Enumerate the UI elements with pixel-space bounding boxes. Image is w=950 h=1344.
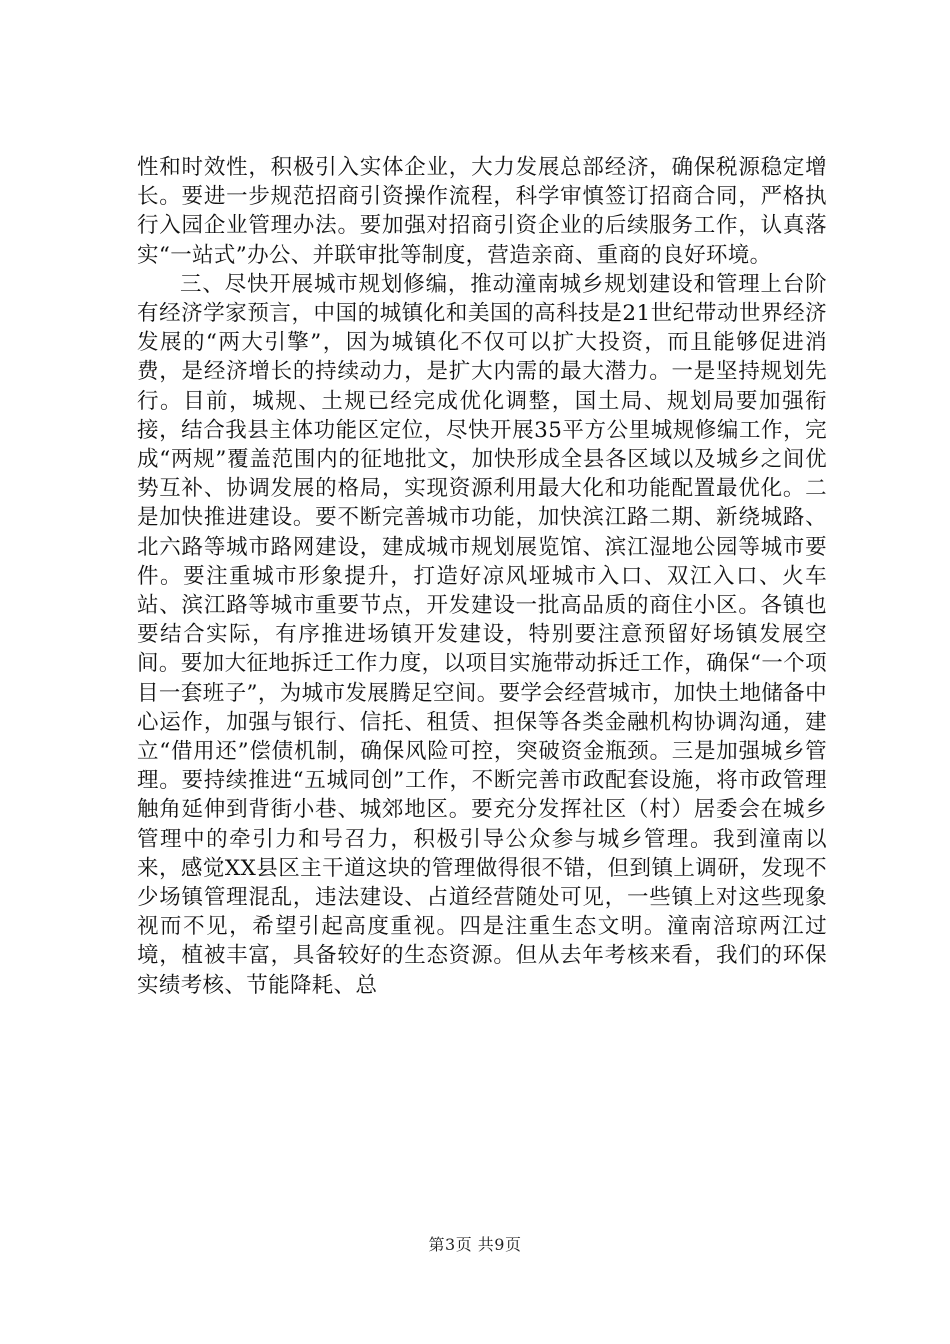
body-text <box>137 153 827 1000</box>
page-footer: 第3页 共9页 <box>428 1235 522 1254</box>
paragraph-2: 三、尽快开展城市规划修编，推动潼南城乡规划建设和管理上台阶有经济学家预言，中国的城镇化和美国的高科技是21世纪带动世界经济发展的“两大引擎”，因为城镇化不仅可以扩大投资，而且能够促进消费，是经济增长的持续动力，是扩大内需的最大潜力。一是坚持规划先行。目前，城规、土规已经完成优化调整，国土局、规划局要加强衔接，结合我县主体功能区定位，尽快开展35平方公里城规修编工作，完成“两规”覆盖范围内的征地批文，加快形成全县各区域以及城乡之间优势互补、协调发展的格局，实现资源利用最大化和功能配置最优化。二是加快推进建设。要不断完善城市功能，加快滨江路二期、新绕城路、北六路等城市路网建设，建成城市规划展览馆、滨江湿地公园等城市要件。要注重城市形象提升，打造好凉风垭城市入口、双江入口、火车站、滨江路等城市重要节点，开发建设一批高品质的商住小区。各镇也要结合实际，有序推进场镇开发建设，特别要注意预留好场镇发展空间。要加大征地拆迁工作力度，以项目实施带动拆迁工作，确保“一个项目一套班子”，为城市发展腾足空间。要学会经营城市，加快土地储备中心运作，加强与银行、信托、租赁、担保等各类金融机构协调沟通，建立“借用还”偿债机制，确保风险可控，突破资金瓶颈。三是加强城乡管理。要持续推进“五城同创”工作，不断完善市政配套设施，将市政管理触角延伸到背街小巷、城郊地区。要充分发挥社区（村）居委会在城乡管理中的牵引力和号召力，积极引导公众参与城乡管理。我到潼南以来，感觉XX县区主干道这块的管理做得很不错，但到镇上调研，发现不少场镇管理混乱，违法建设、占道经营随处可见，一些镇上对这些现象视而不见，希望引起高度重视。四是注重生态文明。潼南涪琼两江过境，植被丰富，具备较好的生态资源。但从去年考核来看，我们的环保实绩考核、节能降耗、总 <box>137 271 827 998</box>
paragraph-1: 性和时效性，积极引入实体企业，大力发展总部经济，确保税源稳定增长。要进一步规范招商引资操作流程，科学审慎签订招商合同，严格执行入园企业管理办法。要加强对招商引资企业的后续服务工作，认真落实“一站式”办公、并联审批等制度，营造亲商、重商的良好环境。 <box>137 155 827 268</box>
